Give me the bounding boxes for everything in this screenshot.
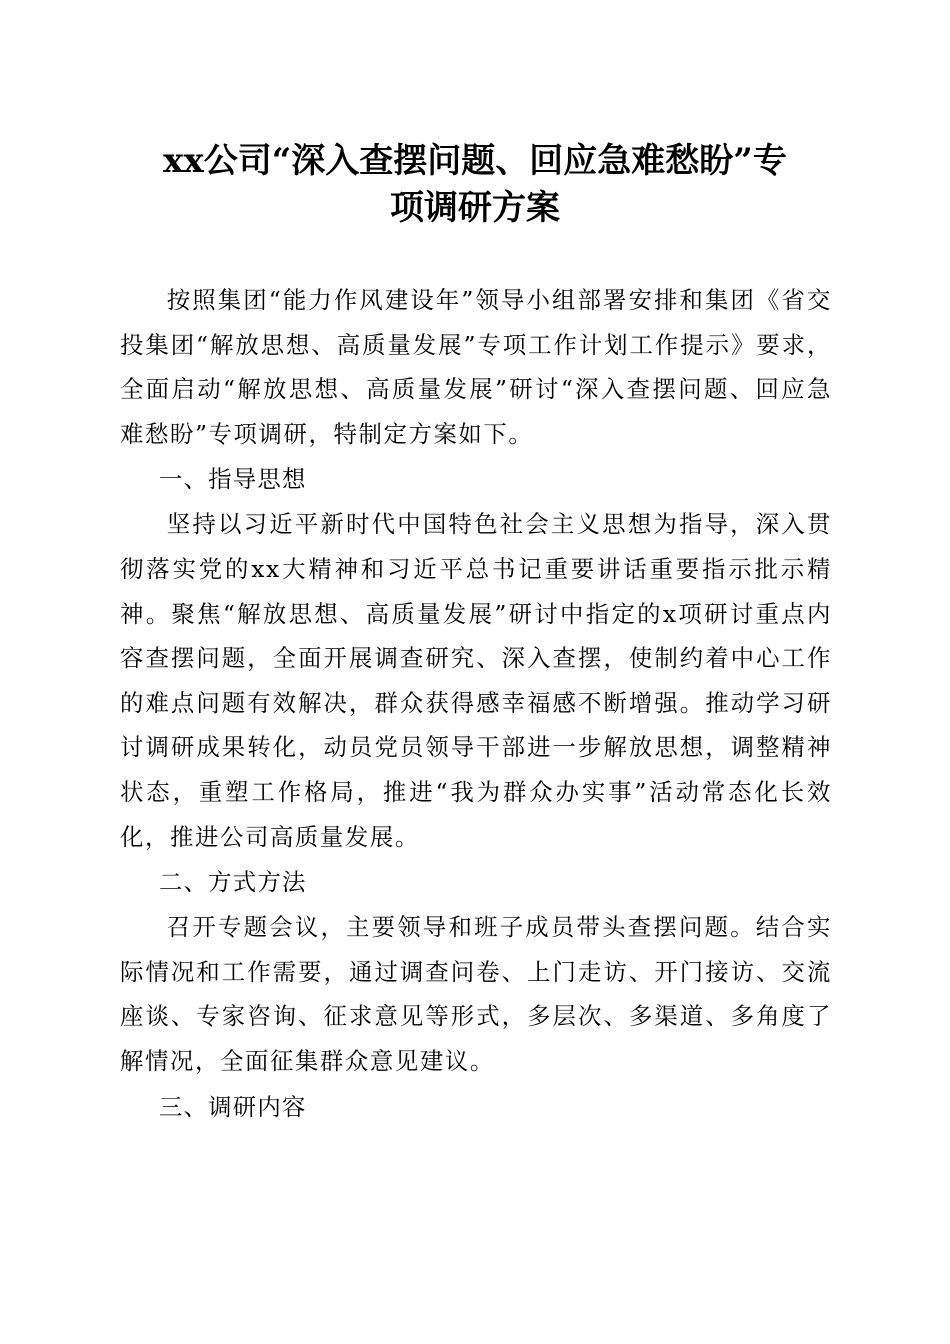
section-heading-methods: 二、方式方法 <box>159 868 307 897</box>
section-body-guiding-ideology: 坚持以习近平新时代中国特色社会主义思想为指导，深入贯彻落实党的xx大精神和习近平总书记重要讲话重要指示批示精神。聚焦“解放思想、高质量发展”研讨中指定的x项研讨重点内容查摆问题，全面开展调查研究、深入查摆，使制约着中心工作的难点问题有效解决，群众获得感幸福感不断增强。推动学习研讨调研成果转化，动员党员领导干部进一步解放思想，调整精神状态，重塑工作格局，推进“我为群众办实事”活动常态化长效化，推进公司高质量发展。 <box>120 510 832 851</box>
intro-paragraph: 按照集团“能力作风建设年”领导小组部署安排和集团《省交投集团“解放思想、高质量发展”专项工作计划工作提示》要求，全面启动“解放思想、高质量发展”研讨“深入查摆问题、回应急难愁盼”专项调研，特制定方案如下。 <box>120 286 832 448</box>
section-body-methods: 召开专题会议，主要领导和班子成员带头查摆问题。结合实际情况和工作需要，通过调查问卷、上门走访、开门接访、交流座谈、专家咨询、征求意见等形式，多层次、多渠道、多角度了解情况，全面征集群众意见建议。 <box>120 913 832 1075</box>
title-line-2: 项调研方案 <box>390 188 560 228</box>
document-body <box>120 278 832 1130</box>
section-heading-research-content: 三、调研内容 <box>159 1092 307 1121</box>
section-heading-guiding-ideology: 一、指导思想 <box>159 465 307 494</box>
title-line-1: xx公司“深入查摆问题、回应急难愁盼”专 <box>163 141 787 181</box>
document-title <box>110 138 840 232</box>
